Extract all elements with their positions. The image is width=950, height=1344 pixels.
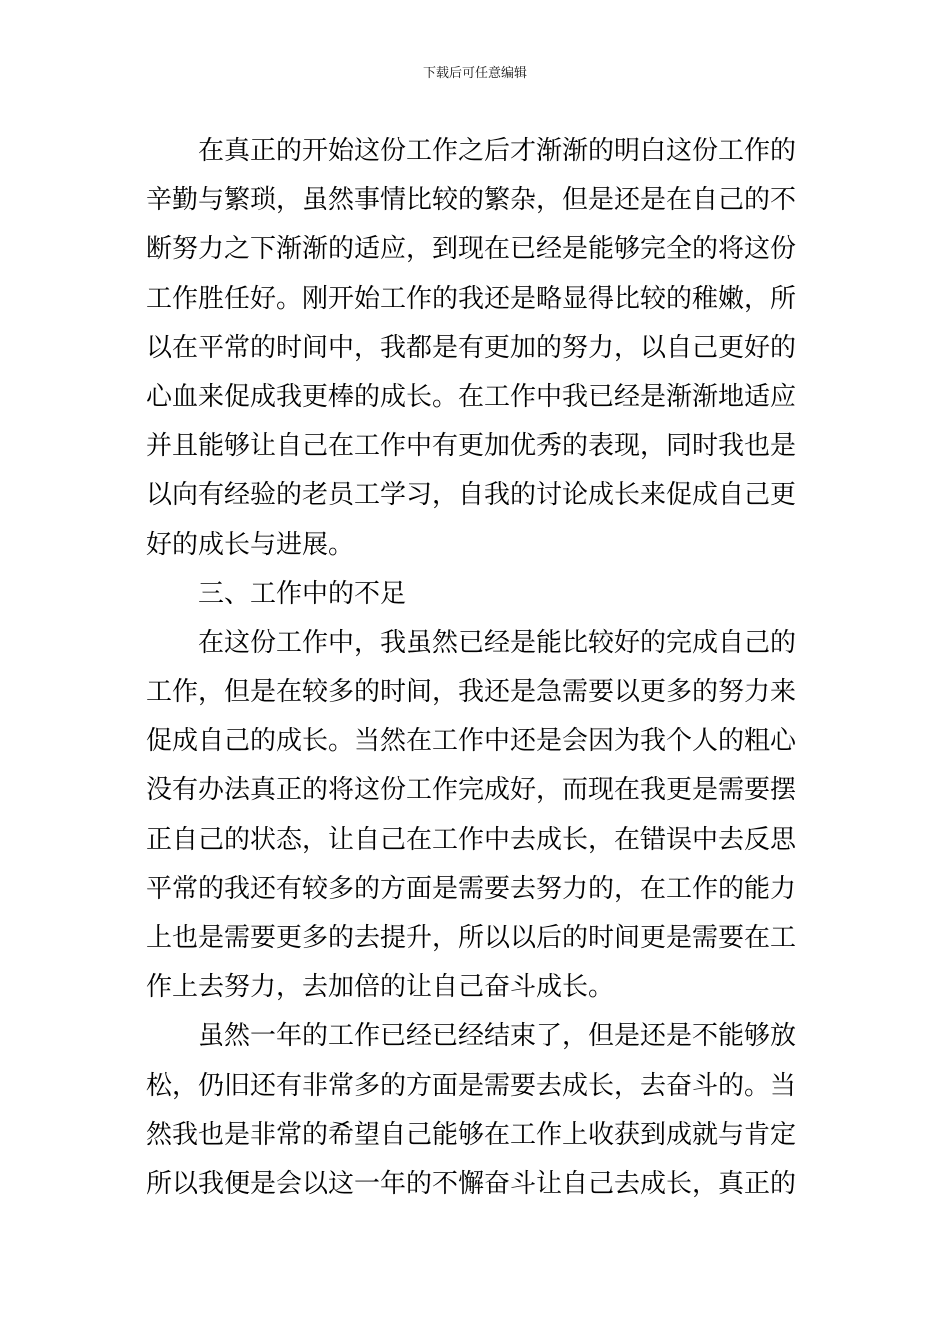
paragraph-line: 工作胜任好。刚开始工作的我还是略显得比较的稚嫩，所 (146, 283, 797, 314)
paragraph-line: 上也是需要更多的去提升，所以以后的时间更是需要在工 (146, 923, 797, 953)
paragraph-line: 以在平常的时间中，我都是有更加的努力，以自己更好的 (146, 332, 797, 363)
paragraph-line: 所以我便是会以这一年的不懈奋斗让自己去成长，真正的 (146, 1168, 797, 1199)
document-body (146, 127, 808, 1209)
paragraph-line: 作上去努力，去加倍的让自己奋斗成长。 (146, 972, 615, 1003)
paragraph-line: 正自己的状态，让自己在工作中去成长，在错误中去反思 (146, 824, 797, 855)
paragraph-line: 然我也是非常的希望自己能够在工作上收获到成就与肯定 (146, 1119, 797, 1150)
paragraph-line: 虽然一年的工作已经已经结束了，但是还是不能够放 (198, 1021, 797, 1052)
paragraph-line: 在真正的开始这份工作之后才渐渐的明白这份工作的 (198, 136, 797, 166)
page-header: 下载后可任意编辑 (422, 66, 527, 81)
paragraph-line: 好的成长与进展。 (146, 529, 355, 560)
paragraph-line: 没有办法真正的将这份工作完成好，而现在我更是需要摆 (146, 775, 797, 806)
paragraph-line: 断努力之下渐渐的适应，到现在已经是能够完全的将这份 (146, 234, 797, 265)
paragraph-line: 松，仍旧还有非常多的方面是需要去成长，去奋斗的。当 (146, 1070, 797, 1101)
paragraph-line: 平常的我还有较多的方面是需要去努力的，在工作的能力 (146, 873, 797, 904)
paragraph-line: 辛勤与繁琐，虽然事情比较的繁杂，但是还是在自己的不 (146, 185, 797, 216)
section-heading: 三、工作中的不足 (198, 578, 407, 609)
paragraph-line: 工作，但是在较多的时间，我还是急需要以更多的努力来 (146, 677, 797, 708)
paragraph-line: 心血来促成我更棒的成长。在工作中我已经是渐渐地适应 (146, 381, 797, 412)
paragraph-line: 并且能够让自己在工作中有更加优秀的表现，同时我也是 (146, 431, 797, 462)
paragraph-line: 以向有经验的老员工学习，自我的讨论成长来促成自己更 (146, 480, 797, 511)
paragraph-line: 在这份工作中，我虽然已经是能比较好的完成自己的 (198, 627, 797, 658)
paragraph-line: 促成自己的成长。当然在工作中还是会因为我个人的粗心 (146, 726, 797, 757)
